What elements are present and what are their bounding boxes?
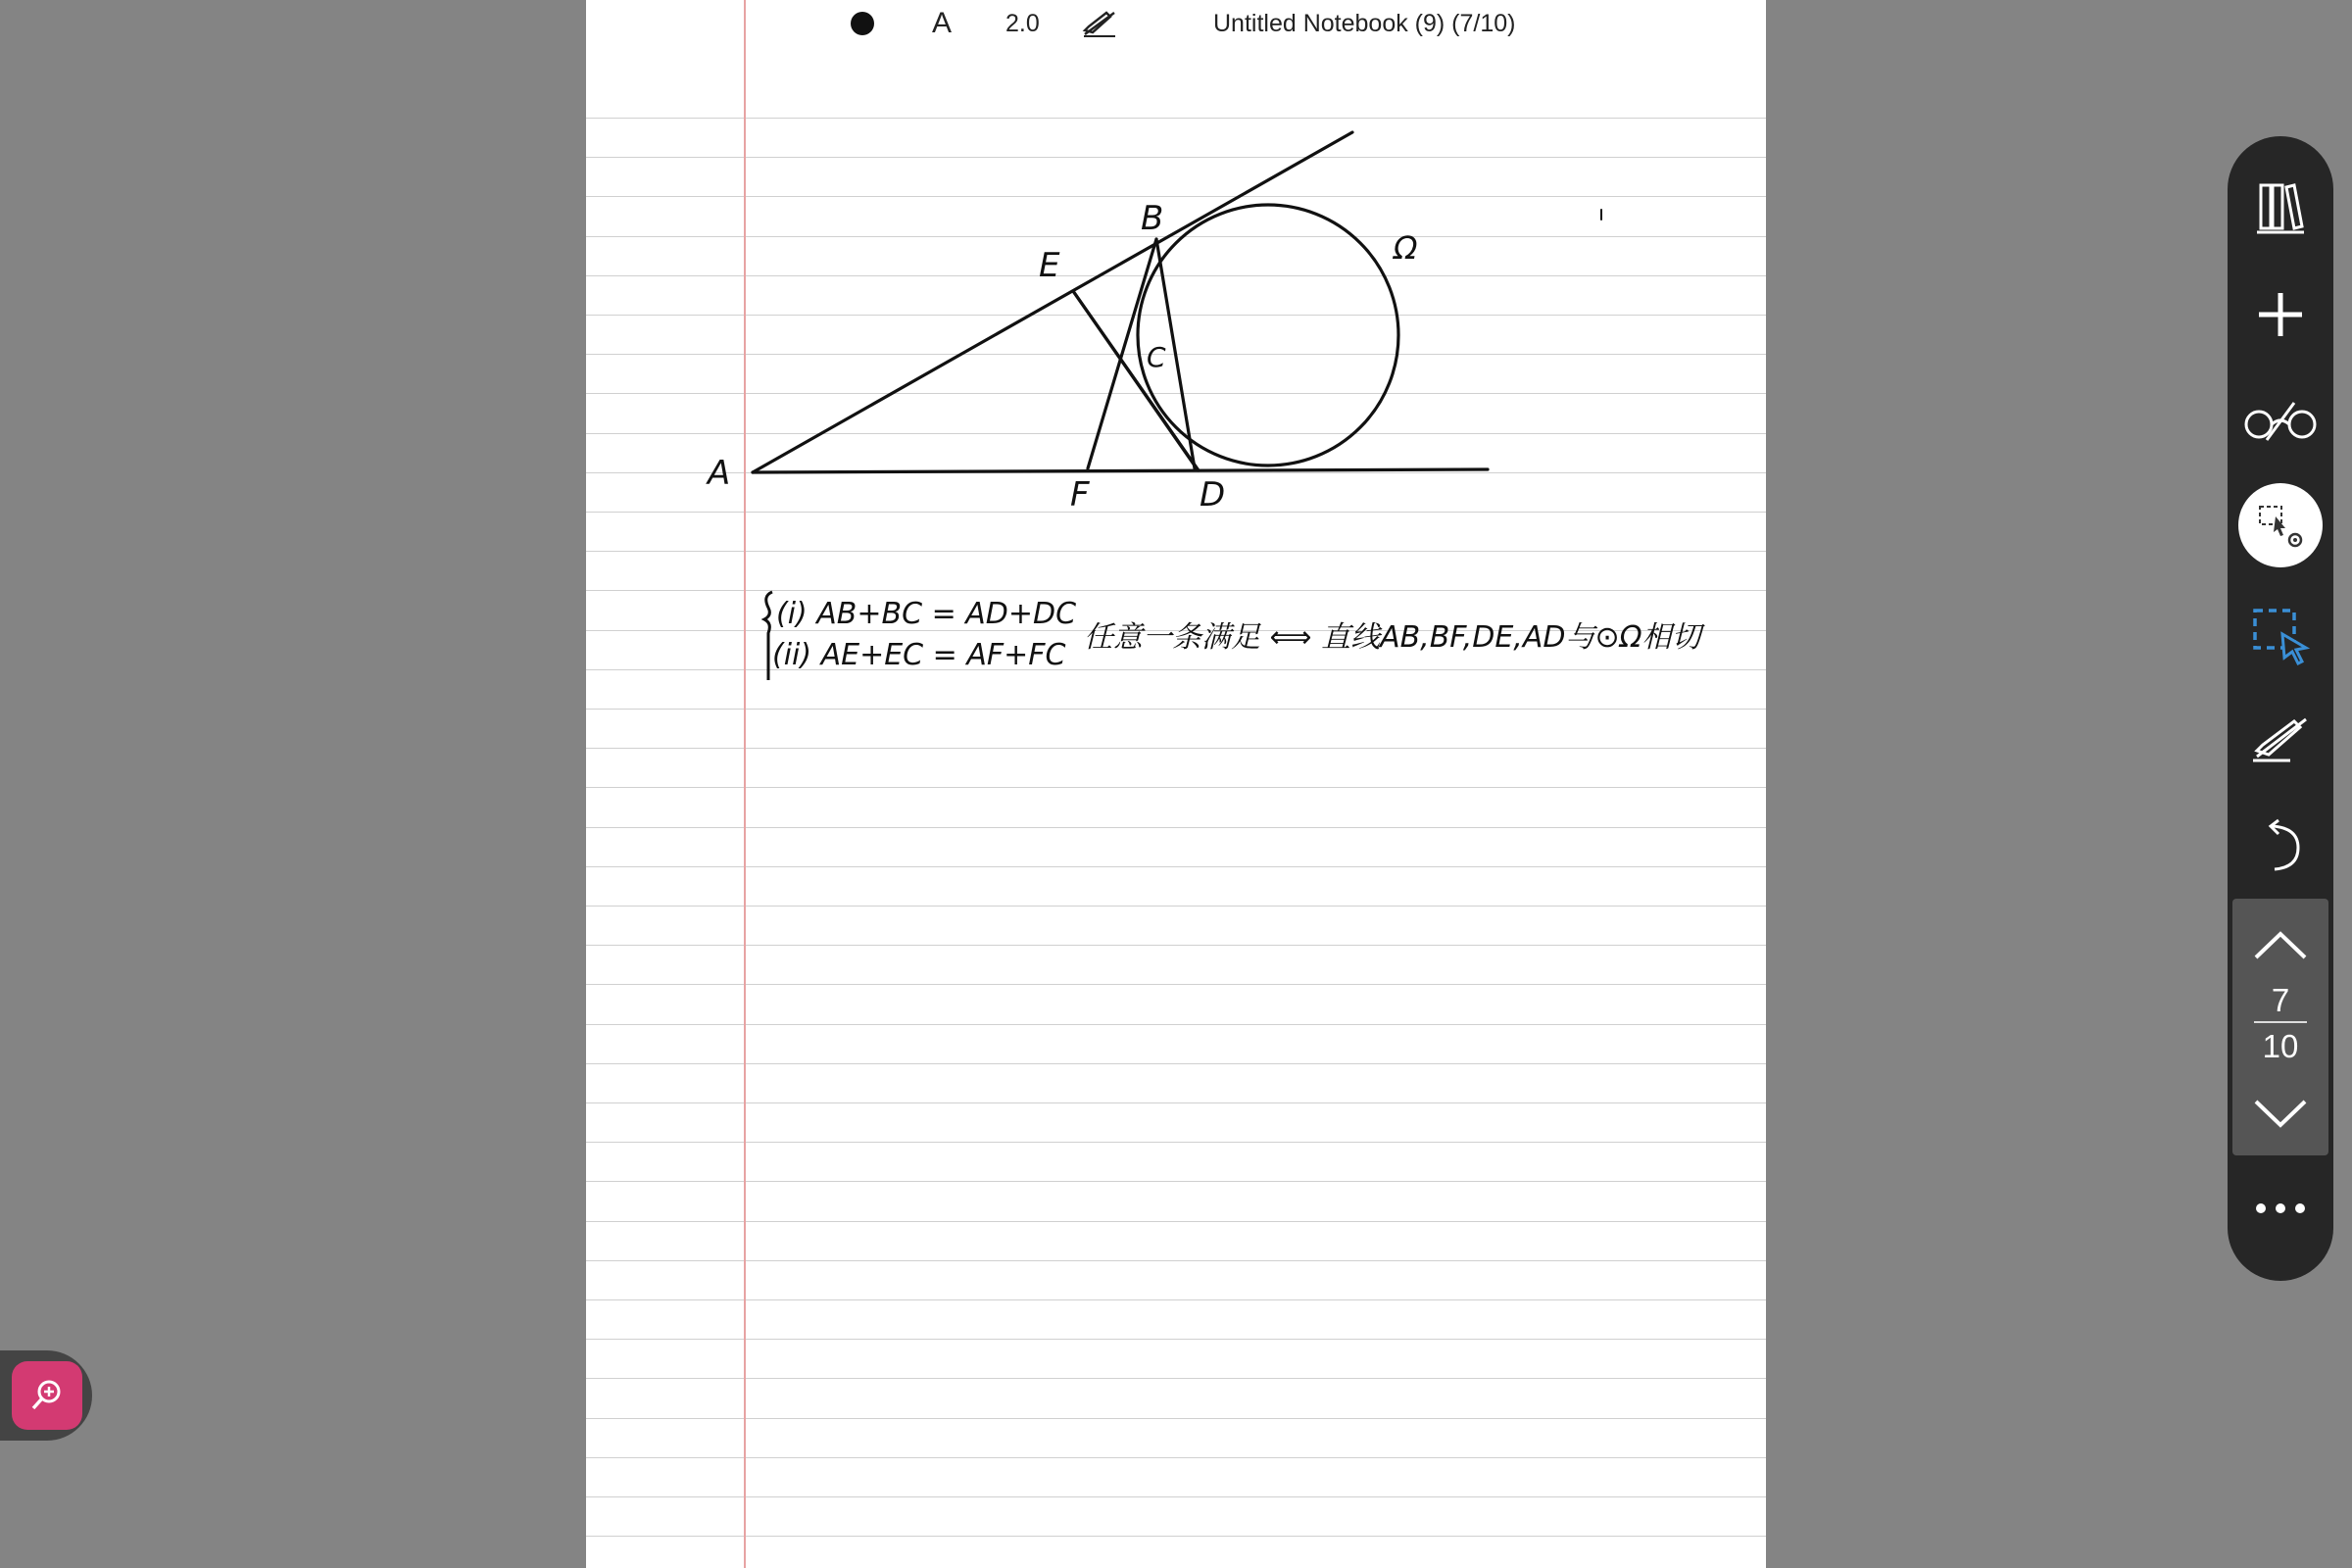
more-icon: [2253, 1201, 2308, 1215]
label-point-a: A: [708, 454, 731, 493]
notebook-title[interactable]: Untitled Notebook (9) (7/10): [1213, 9, 1516, 37]
geometry-drawing[interactable]: [586, 0, 1766, 1568]
page-navigator: [2232, 899, 2328, 1155]
next-page-button[interactable]: [2228, 1073, 2333, 1155]
line-ad: [753, 469, 1488, 472]
right-toolbar: [2228, 136, 2333, 1281]
label-point-f: F: [1070, 475, 1090, 514]
line-ed-seg: [1073, 291, 1197, 468]
handwritten-notes: [764, 592, 1706, 680]
undo-icon: [2255, 816, 2306, 875]
label-point-e: E: [1039, 246, 1060, 285]
notes-line-1: (i) AB+BC = AD+DC: [776, 597, 1077, 631]
pen-off-icon: [2249, 713, 2312, 764]
zoom-panel: [0, 1350, 92, 1441]
selection-settings-icon: [2254, 499, 2307, 552]
line-ab: [753, 132, 1352, 472]
notebook-page[interactable]: [586, 0, 1766, 1568]
notes-remark: 任意一条满足 ⟺ 直线AB,BF,DE,AD与⊙Ω相切: [1084, 620, 1701, 655]
view-mode-button[interactable]: [2228, 371, 2333, 469]
zoom-in-icon: [29, 1378, 65, 1413]
zoom-button[interactable]: [12, 1361, 82, 1430]
more-options-button[interactable]: [2228, 1159, 2333, 1257]
plus-icon: [2255, 289, 2306, 340]
label-point-c: C: [1147, 341, 1166, 373]
total-page-count: 10: [2262, 1028, 2299, 1064]
label-omega: Ω: [1394, 229, 1418, 267]
pen-thickness-value: 2.0: [1005, 9, 1040, 37]
label-point-d: D: [1200, 475, 1226, 514]
previous-page-button[interactable]: [2228, 901, 2333, 989]
library-icon: [2253, 177, 2308, 236]
chevron-down-icon: [2252, 1098, 2309, 1131]
page-number-divider: [2254, 1021, 2307, 1023]
pen-off-button[interactable]: [2228, 690, 2333, 788]
pen-type-icon: A: [932, 7, 953, 39]
notes-line-2: (ii) AE+EC = AF+FC: [772, 638, 1066, 672]
lasso-select-button[interactable]: [2228, 587, 2333, 685]
library-button[interactable]: [2228, 158, 2333, 256]
current-page-number: 7: [2271, 982, 2290, 1018]
add-page-button[interactable]: [2228, 266, 2333, 364]
undo-button[interactable]: [2228, 797, 2333, 895]
label-point-b: B: [1141, 199, 1164, 238]
lasso-select-icon: [2249, 605, 2312, 667]
circle-omega: [1138, 205, 1398, 466]
selection-settings-button[interactable]: [2228, 476, 2333, 574]
glasses-icon: [2241, 397, 2320, 444]
chevron-up-icon: [2252, 928, 2309, 961]
notes-brace: [764, 592, 772, 680]
